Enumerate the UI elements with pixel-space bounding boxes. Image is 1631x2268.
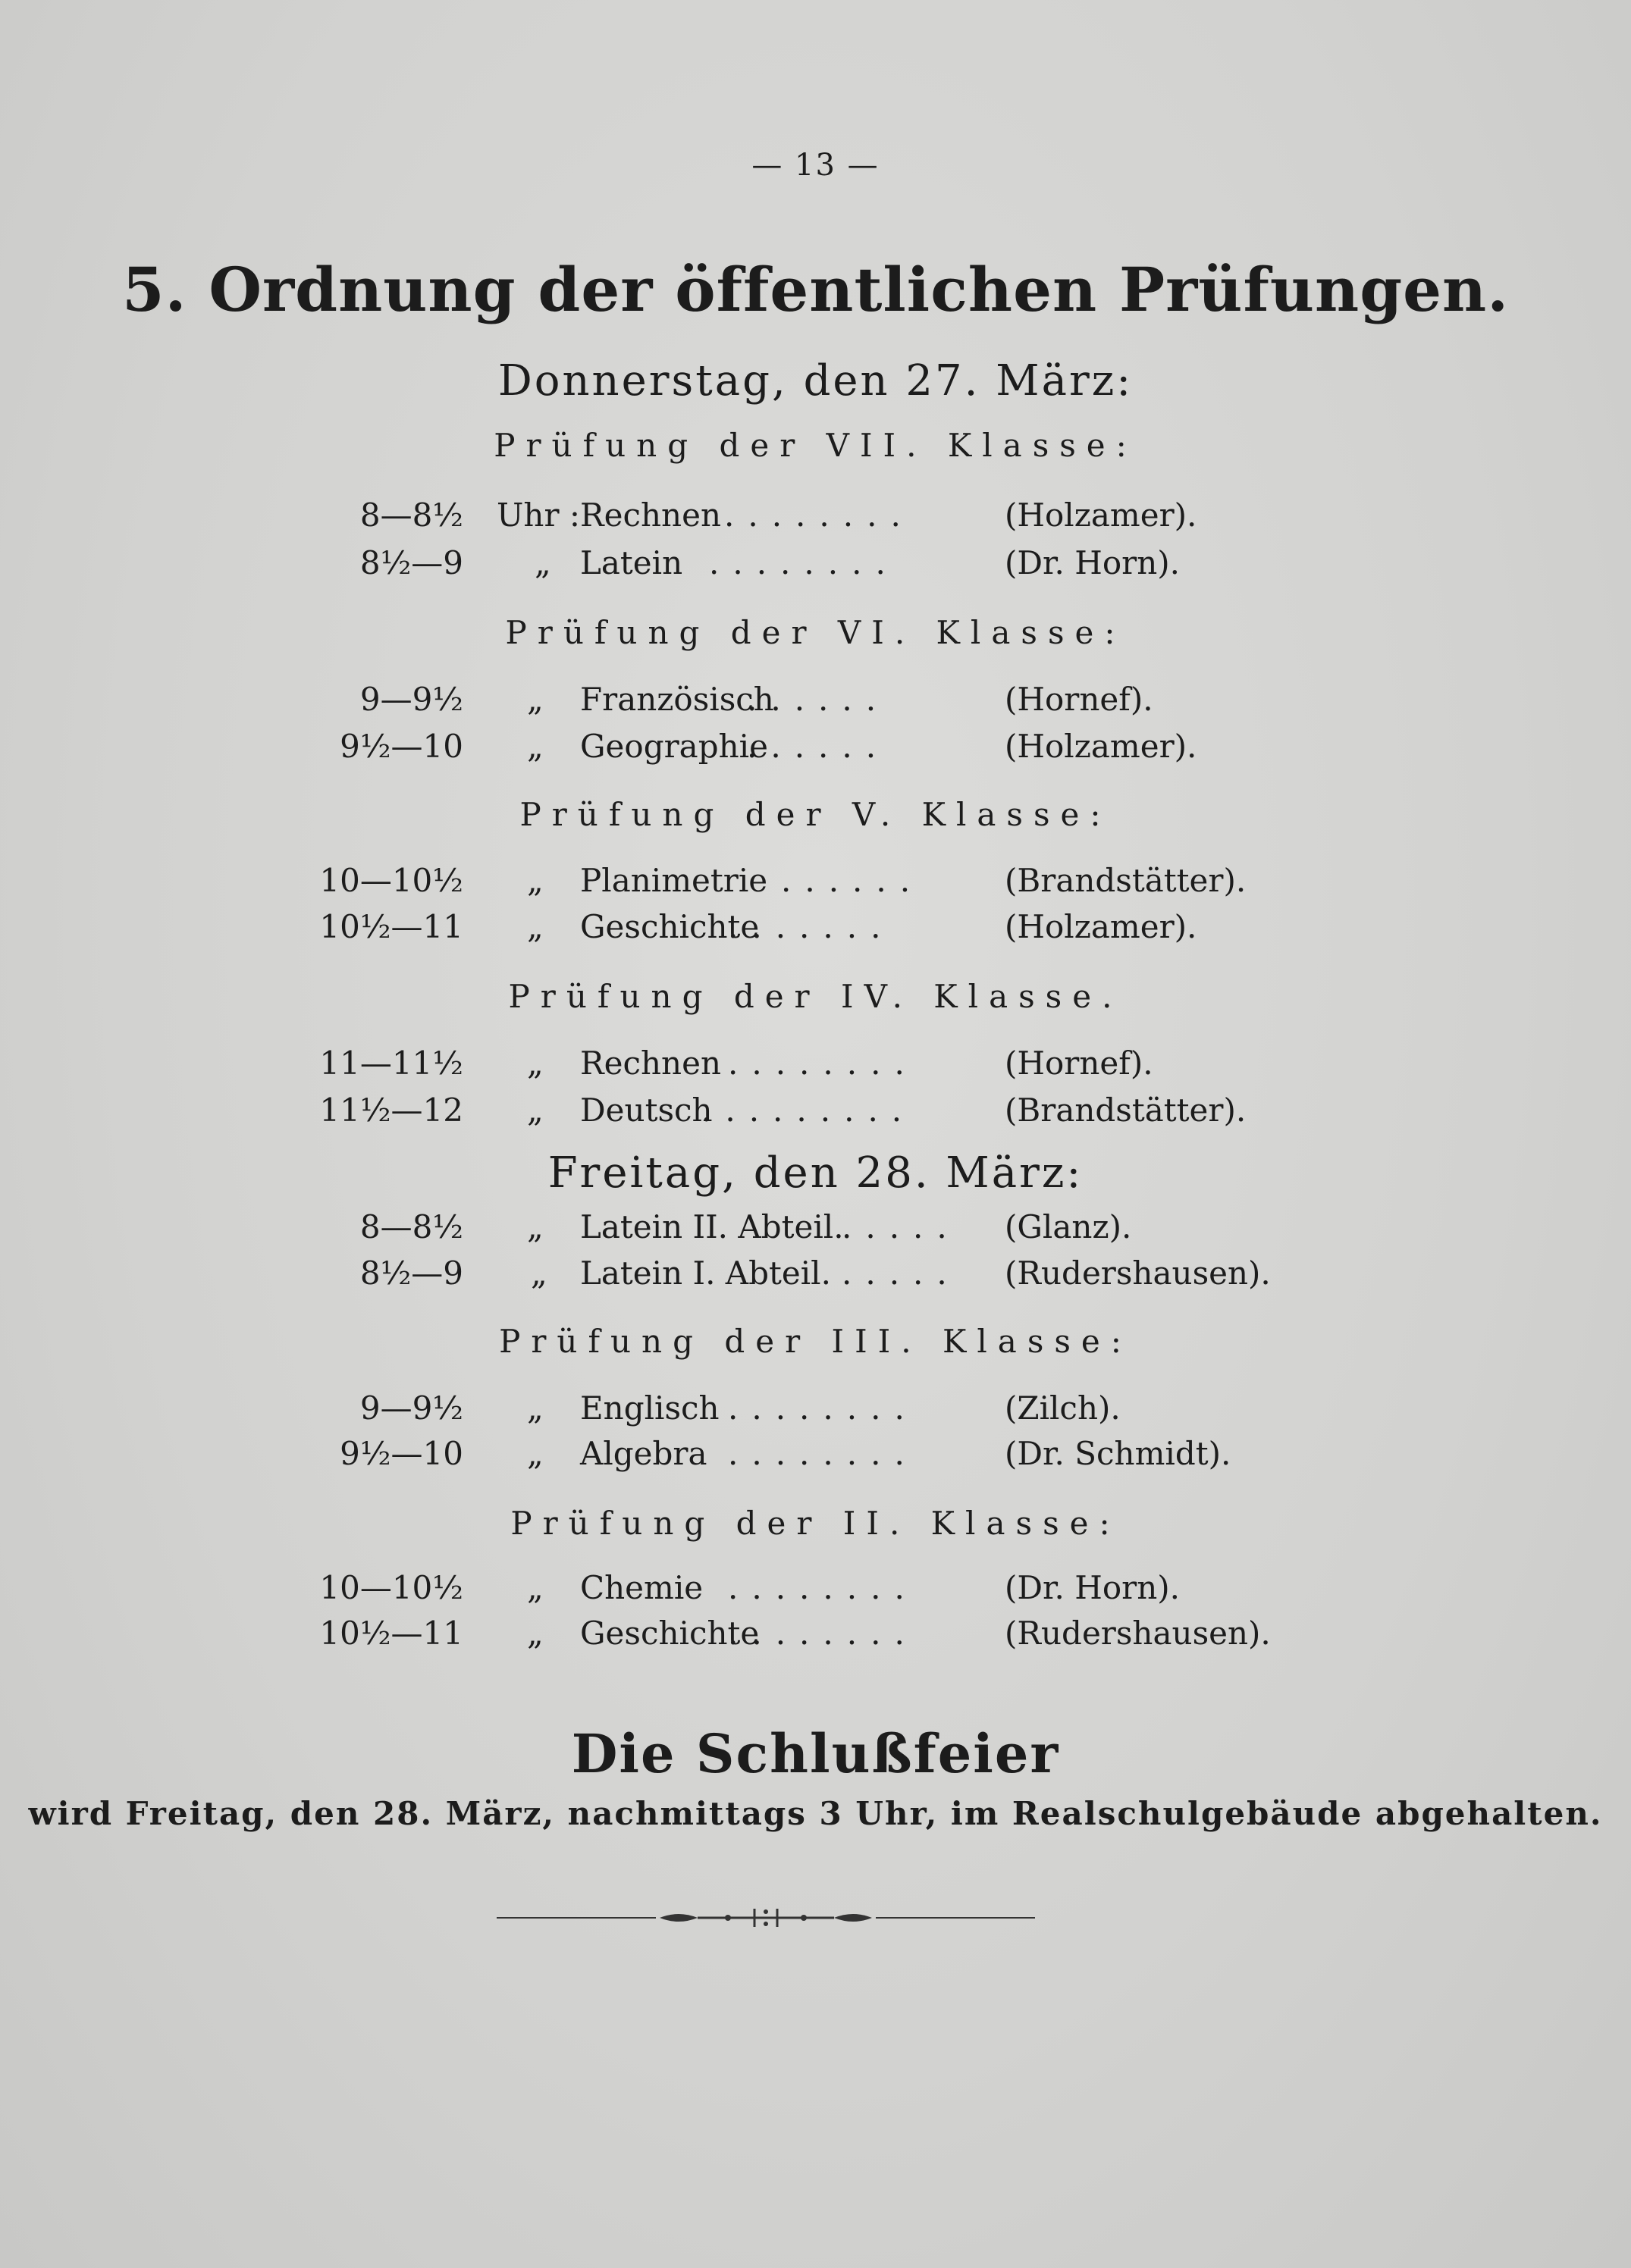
- teacher: (Brandstätter).: [1005, 1092, 1247, 1129]
- schedule-row: [0, 1615, 1631, 1660]
- teacher: (Hornef).: [1005, 681, 1153, 718]
- teacher: (Holzamer).: [1005, 497, 1197, 534]
- time-slot: 9½—10: [340, 728, 463, 765]
- closing-title: Die Schlußfeier: [571, 1722, 1060, 1785]
- schedule-row: [0, 862, 1631, 907]
- ditto-mark: „: [527, 728, 544, 765]
- time-unit: Uhr :: [497, 497, 581, 534]
- leader-dots: ......: [781, 862, 924, 899]
- leader-dots: ........: [709, 544, 899, 581]
- subject: Algebra: [580, 1435, 707, 1472]
- ditto-mark: „: [527, 1389, 544, 1427]
- leader-dots: ........: [728, 1045, 918, 1082]
- leader-dots: .....: [842, 1255, 961, 1292]
- schedule-row: [0, 1092, 1631, 1137]
- ditto-mark: „: [527, 862, 544, 899]
- schedule-row: [0, 497, 1631, 542]
- schedule-row: [0, 1389, 1631, 1435]
- leader-dots: ........: [728, 1569, 918, 1606]
- subject: Englisch: [580, 1389, 720, 1427]
- teacher: (Holzamer).: [1005, 728, 1197, 765]
- teacher: (Dr. Schmidt).: [1005, 1435, 1231, 1472]
- subject: Latein II. Abteil.: [580, 1208, 844, 1245]
- subject: Latein I. Abteil.: [580, 1255, 831, 1292]
- schedule-row: [0, 728, 1631, 773]
- day-heading: Donnerstag, den 27. März:: [497, 356, 1134, 406]
- schedule-row: [0, 1255, 1631, 1300]
- teacher: (Zilch).: [1005, 1389, 1121, 1427]
- page-number: — 13 —: [751, 148, 880, 183]
- leader-dots: ........: [728, 1389, 918, 1427]
- subject: Chemie: [580, 1569, 704, 1606]
- teacher: (Dr. Horn).: [1005, 544, 1180, 581]
- teacher: (Glanz).: [1005, 1208, 1132, 1245]
- time-slot: 11½—12: [319, 1092, 463, 1129]
- subject: Rechnen: [580, 497, 722, 534]
- ditto-mark: „: [531, 1255, 547, 1292]
- subject: Französisch: [580, 681, 774, 718]
- teacher: (Holzamer).: [1005, 908, 1197, 945]
- schedule-row: [0, 1435, 1631, 1480]
- time-slot: 9—9½: [359, 681, 463, 718]
- leader-dots: .......: [728, 908, 895, 945]
- day-heading: Freitag, den 28. März:: [547, 1148, 1084, 1198]
- section-heading: Prüfung der VI. Klasse:: [505, 614, 1126, 651]
- time-slot: 10—10½: [319, 862, 463, 899]
- ornament-divider: [497, 1903, 1035, 1933]
- ditto-mark: „: [527, 1615, 544, 1652]
- closing-text: wird Freitag, den 28. März, nachmittags 3 Uhr, im Realschulgebäude abgehalten.: [28, 1795, 1603, 1832]
- teacher: (Rudershausen).: [1005, 1255, 1271, 1292]
- time-slot: 8½—9: [359, 544, 463, 581]
- ditto-mark: „: [527, 1435, 544, 1472]
- schedule-row: [0, 1569, 1631, 1615]
- ditto-mark: „: [527, 681, 544, 718]
- ditto-mark: „: [527, 1092, 544, 1129]
- subject: Geschichte: [580, 908, 760, 945]
- teacher: (Hornef).: [1005, 1045, 1153, 1082]
- schedule-row: [0, 1208, 1631, 1254]
- section-heading: Prüfung der V. Klasse:: [519, 796, 1112, 833]
- section-heading: Prüfung der IV. Klasse.: [508, 978, 1123, 1015]
- schedule-row: [0, 1045, 1631, 1090]
- subject: Planimetrie: [580, 862, 768, 899]
- teacher: (Dr. Horn).: [1005, 1569, 1180, 1606]
- ditto-mark: „: [527, 1208, 544, 1245]
- subject: Latein: [580, 544, 683, 581]
- subject: Deutsch: [580, 1092, 713, 1129]
- time-slot: 11—11½: [319, 1045, 463, 1082]
- ditto-mark: „: [527, 908, 544, 945]
- time-slot: 10½—11: [319, 908, 463, 945]
- time-slot: 8½—9: [359, 1255, 463, 1292]
- schedule-row: [0, 908, 1631, 954]
- section-heading: Prüfung der VII. Klasse:: [494, 427, 1137, 464]
- schedule-row: [0, 681, 1631, 726]
- time-slot: 10½—11: [319, 1615, 463, 1652]
- time-slot: 10—10½: [319, 1569, 463, 1606]
- subject: Rechnen: [580, 1045, 722, 1082]
- time-slot: 8—8½: [359, 1208, 463, 1245]
- ditto-mark: „: [535, 544, 551, 581]
- subject: Geographie: [580, 728, 768, 765]
- leader-dots: .........: [701, 1092, 916, 1129]
- leader-dots: ........: [728, 1435, 918, 1472]
- ditto-mark: „: [527, 1569, 544, 1606]
- teacher: (Rudershausen).: [1005, 1615, 1271, 1652]
- schedule-row: [0, 544, 1631, 590]
- leader-dots: ........: [728, 1615, 918, 1652]
- leader-dots: ......: [747, 728, 890, 765]
- leader-dots: ......: [747, 681, 890, 718]
- section-heading: Prüfung der II. Klasse:: [510, 1505, 1121, 1542]
- subject: Geschichte: [580, 1615, 760, 1652]
- leader-dots: .....: [842, 1208, 961, 1245]
- page-title: 5. Ordnung der öffentlichen Prüfungen.: [121, 254, 1510, 325]
- time-slot: 9—9½: [359, 1389, 463, 1427]
- time-slot: 9½—10: [340, 1435, 463, 1472]
- ditto-mark: „: [527, 1045, 544, 1082]
- time-slot: 8—8½: [359, 497, 463, 534]
- leader-dots: ........: [724, 497, 914, 534]
- teacher: (Brandstätter).: [1005, 862, 1247, 899]
- section-heading: Prüfung der III. Klasse:: [499, 1323, 1132, 1360]
